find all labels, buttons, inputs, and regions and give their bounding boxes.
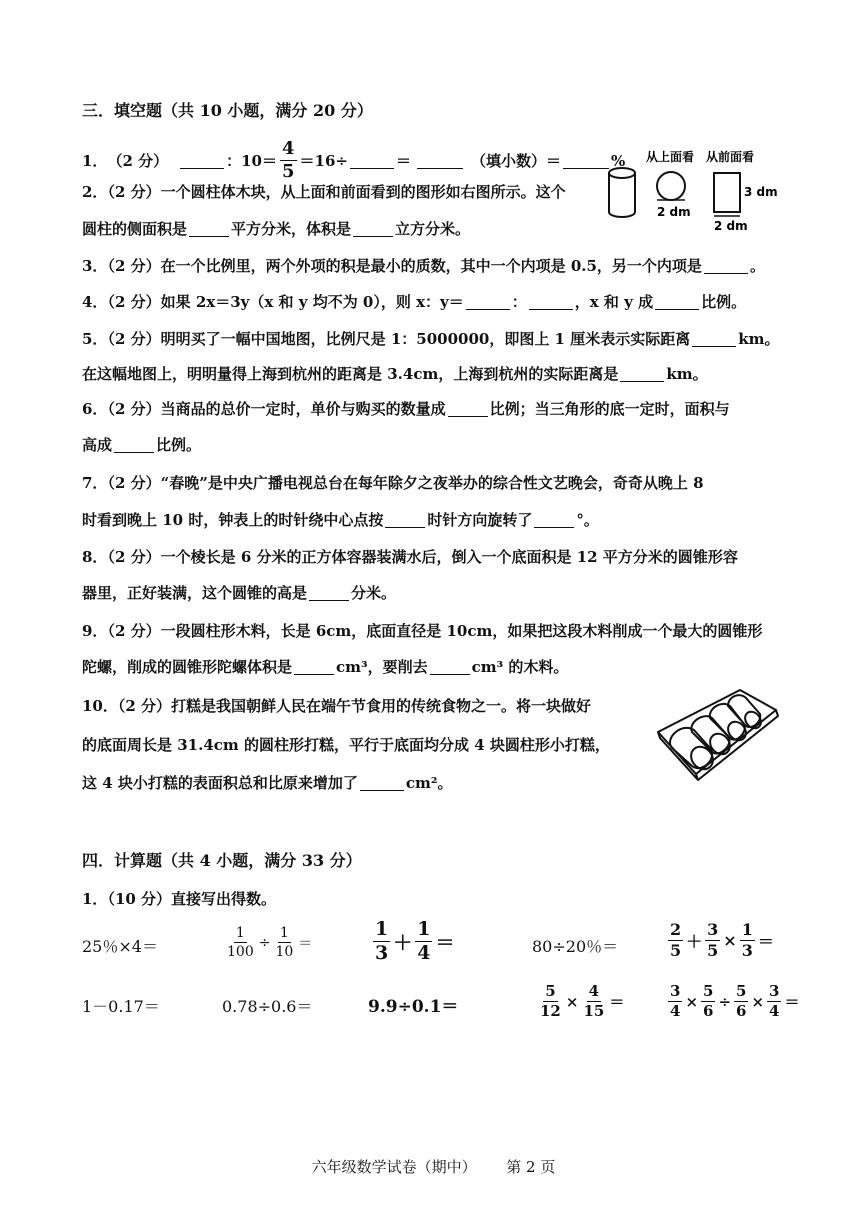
- q5-unit-2: km。: [666, 365, 708, 383]
- q4-num: 4．: [82, 293, 108, 311]
- op-1: ×: [685, 992, 699, 1011]
- q4-line: [82, 291, 746, 313]
- height-dim-label: 3 dm: [744, 185, 778, 199]
- q9-blank-2: [430, 658, 470, 675]
- frac-a: $\frac{1}{3}$: [375, 918, 389, 964]
- q2-line-1: [82, 181, 566, 203]
- q5-num: 5．: [82, 330, 108, 348]
- q1-eq2: ＝: [395, 151, 411, 170]
- q7-text-2a: 时看到晚上 10 时，钟表上的时针绕中心点按: [82, 511, 384, 529]
- frac-c: $\frac{5}{6}$: [736, 982, 747, 1020]
- op-3: ×: [751, 992, 765, 1011]
- calc-r2-e2: 0.78÷0.6＝: [222, 997, 313, 1016]
- op-2: ÷: [718, 992, 732, 1011]
- calc-r1-e1: 25％×4＝: [82, 937, 158, 956]
- q5-text-2: 在这幅地图上，明明量得上海到杭州的距离是 3.4cm，上海到杭州的实际距离是: [82, 365, 619, 383]
- top-view-circle-icon: [657, 172, 685, 200]
- q8-score: （2 分）: [107, 548, 161, 566]
- q9-blank-1: [294, 658, 334, 675]
- q1-frac-num: 4: [281, 138, 295, 159]
- op-1: ＋: [686, 932, 703, 951]
- q2-text-1: 一个圆柱体木块，从上面和前面看到的图形如右图所示。这个: [160, 183, 566, 201]
- op: ×: [565, 992, 579, 1011]
- q1-ratio: ：10＝: [226, 151, 277, 170]
- frac-b: $\frac{5}{6}$: [703, 982, 714, 1020]
- q1-line: [82, 140, 625, 181]
- eq: ＝: [784, 993, 800, 1011]
- q10-line-2: [82, 734, 610, 756]
- front-view-label: 从前面看: [706, 150, 755, 164]
- footer-title: 六年级数学试卷（期中）: [311, 1158, 477, 1176]
- frac-a: $\frac{3}{4}$: [670, 982, 681, 1020]
- q9-num: 9．: [82, 622, 108, 640]
- footer-page-number: 第 2 页: [506, 1158, 556, 1176]
- q9-text-1: 一段圆柱形木料，长是 6cm，底面直径是 10cm，如果把这段木料削成一个最大的圆锥形: [160, 622, 763, 640]
- q7-line-1: [82, 472, 704, 494]
- q2-score: （2 分）: [107, 183, 161, 201]
- q10-text-3b: cm²。: [405, 774, 453, 792]
- width-dim-label: 2 dm: [714, 219, 748, 233]
- q6-text-1a: 当商品的总价一定时，单价与购买的数量成: [160, 400, 446, 418]
- q2-num: 2．: [82, 183, 108, 201]
- q3-score: （2 分）: [107, 257, 161, 275]
- q6-blank-2: [114, 436, 154, 453]
- q1-fraction: [280, 140, 297, 181]
- q1-dec: （填小数）＝: [470, 151, 561, 170]
- q4-end: 比例。: [701, 293, 747, 311]
- q1-pct: %: [611, 151, 626, 170]
- op: ＋: [393, 932, 413, 954]
- top-view-label: 从上面看: [646, 150, 695, 164]
- frac-b: $\frac{3}{5}$: [707, 920, 719, 960]
- calc-r2-e4: [535, 984, 624, 1019]
- q7-text-2c: °。: [576, 511, 599, 529]
- q6-line-1: [82, 398, 730, 420]
- q10-num: 10．: [82, 697, 118, 715]
- q1-score: （2 分）: [107, 151, 169, 170]
- s4-q1-score: （10 分）: [107, 890, 172, 908]
- frac-b: $\frac{1}{10}$: [275, 925, 294, 960]
- q8-line-2: [82, 582, 396, 604]
- q4-text: 如果 2x＝3y（x 和 y 均不为 0），则 x：y＝: [160, 293, 464, 311]
- calc-r2-e3: 9.9÷0.1＝: [368, 997, 459, 1017]
- q1-blank-1: [180, 152, 224, 169]
- calc-r1-e4: 80÷20％＝: [532, 937, 619, 956]
- q1-blank-3: [417, 152, 463, 169]
- eq: ＝: [298, 935, 313, 952]
- q5-blank-1: [692, 330, 736, 347]
- frac-c: $\frac{1}{3}$: [741, 920, 753, 960]
- rice-cake-tray-icon: [652, 682, 782, 782]
- q8-text-2a: 器里，正好装满，这个圆锥的高是: [82, 584, 308, 602]
- q10-score: （2 分）: [117, 697, 172, 715]
- s4-q1-text: 直接写出得数。: [171, 890, 277, 908]
- op: ÷: [258, 934, 271, 951]
- q9-line-1: [82, 620, 762, 642]
- q10-text-1: 打糕是我国朝鲜人民在端午节食用的传统食物之一。将一块做好: [171, 697, 592, 715]
- q6-num: 6．: [82, 400, 108, 418]
- q7-score: （2 分）: [107, 474, 161, 492]
- q4-score: （2 分）: [107, 293, 161, 311]
- op-2: ×: [723, 931, 737, 950]
- q4-mid: ，x 和 y 成: [574, 293, 654, 311]
- q7-blank-2: [534, 511, 574, 528]
- q5-text-1: 明明买了一幅中国地图，比例尺是 1：5000000，即图上 1 厘米表示实际距离: [160, 330, 691, 348]
- q4-blank-2: [529, 293, 573, 310]
- q10-text-2: 的底面周长是 31.4cm 的圆柱形打糕，平行于底面均分成 4 块圆柱形小打糕，: [82, 736, 610, 754]
- q3-blank: [704, 257, 748, 274]
- q9-text-2a: 陀螺，削成的圆锥形陀螺体积是: [82, 658, 293, 676]
- section-4-title: 四．计算题（共 4 小题，满分 33 分）: [82, 851, 362, 870]
- q6-text-2a: 高成: [82, 436, 113, 454]
- q3-text: 在一个比例里，两个外项的积是最小的质数，其中一个内项是 0.5，另一个内项是: [160, 257, 702, 275]
- calc-r2-e1: 1－0.17＝: [82, 997, 160, 1016]
- q5-blank-2: [620, 365, 664, 382]
- page-footer: [0, 1156, 867, 1177]
- q3-line: [82, 255, 765, 277]
- q1-eq1: ＝16÷: [299, 151, 348, 170]
- q7-line-2: [82, 509, 599, 531]
- q2-text-2a: 圆柱的侧面积是: [82, 220, 188, 238]
- eq: ＝: [757, 932, 774, 951]
- section-3-title: 三．填空题（共 10 小题，满分 20 分）: [82, 101, 373, 120]
- q6-blank-1: [448, 400, 488, 417]
- q3-num: 3．: [82, 257, 108, 275]
- q5-line-1: [82, 328, 779, 350]
- calc-r1-e2: [222, 926, 312, 959]
- eq: ＝: [609, 993, 625, 1011]
- q2-blank-1: [189, 220, 229, 237]
- q5-unit-1: km。: [738, 330, 780, 348]
- q6-score: （2 分）: [107, 400, 161, 418]
- cylinder-icon: [609, 168, 635, 217]
- q2-blank-2: [353, 220, 393, 237]
- q1-frac-den: 5: [281, 161, 295, 182]
- q10-text-3a: 这 4 块小打糕的表面积总和比原来增加了: [82, 774, 358, 792]
- q6-text-2b: 比例。: [156, 436, 202, 454]
- q8-blank: [309, 584, 349, 601]
- calc-r2-e5: [665, 984, 800, 1019]
- frac-d: $\frac{3}{4}$: [769, 982, 780, 1020]
- q8-num: 8．: [82, 548, 108, 566]
- q2-text-2b: 平方分米，体积是: [231, 220, 352, 238]
- calc-r1-e5: [665, 922, 774, 959]
- q9-text-2b: cm³，要削去: [336, 658, 428, 676]
- q7-text-1: “春晚”是中央广播电视总台在每年除夕之夜举办的综合性文艺晚会，奇奇从晚上 8: [160, 474, 704, 492]
- q4-colon: ：: [511, 293, 527, 311]
- q1-blank-2: [350, 152, 394, 169]
- q4-blank-3: [655, 293, 699, 310]
- q6-text-1b: 比例；当三角形的底一定时，面积与: [489, 400, 730, 418]
- q5-line-2: [82, 363, 708, 385]
- q2-line-2: [82, 218, 470, 240]
- q2-text-2c: 立方分米。: [395, 220, 471, 238]
- eq: ＝: [435, 932, 455, 954]
- frac-a: $\frac{1}{100}$: [227, 925, 254, 960]
- frac-b: $\frac{1}{4}$: [417, 918, 431, 964]
- calc-r1-e3: [370, 920, 455, 963]
- q8-text-1: 一个棱长是 6 分米的正方体容器装满水后，倒入一个底面积是 12 平方分米的圆锥形容: [160, 548, 738, 566]
- q7-blank-1: [385, 511, 425, 528]
- q4-blank-1: [466, 293, 510, 310]
- frac-a: $\frac{2}{5}$: [670, 920, 682, 960]
- q7-num: 7．: [82, 474, 108, 492]
- q10-blank: [360, 774, 404, 791]
- circle-dim-label: 2 dm: [657, 205, 691, 219]
- q5-score: （2 分）: [107, 330, 161, 348]
- s4-q1-num: 1．: [82, 890, 108, 908]
- q3-end: 。: [749, 257, 765, 275]
- q10-line-3: [82, 772, 452, 794]
- q9-line-2: [82, 656, 568, 678]
- q9-text-2c: cm³ 的木料。: [471, 658, 569, 676]
- s4-q1-line: [82, 888, 276, 910]
- q6-line-2: [82, 434, 201, 456]
- q8-line-1: [82, 546, 738, 568]
- frac-b: $\frac{4}{15}$: [583, 982, 605, 1020]
- frac-a: $\frac{5}{12}$: [540, 982, 561, 1020]
- q9-score: （2 分）: [107, 622, 161, 640]
- q10-line-1: [82, 695, 591, 717]
- q1-num: 1．: [82, 151, 108, 170]
- front-view-rect-icon: [714, 173, 740, 216]
- q7-text-2b: 时针方向旋转了: [427, 511, 533, 529]
- q2-cylinder-figure: [602, 146, 802, 236]
- q8-text-2b: 分米。: [351, 584, 397, 602]
